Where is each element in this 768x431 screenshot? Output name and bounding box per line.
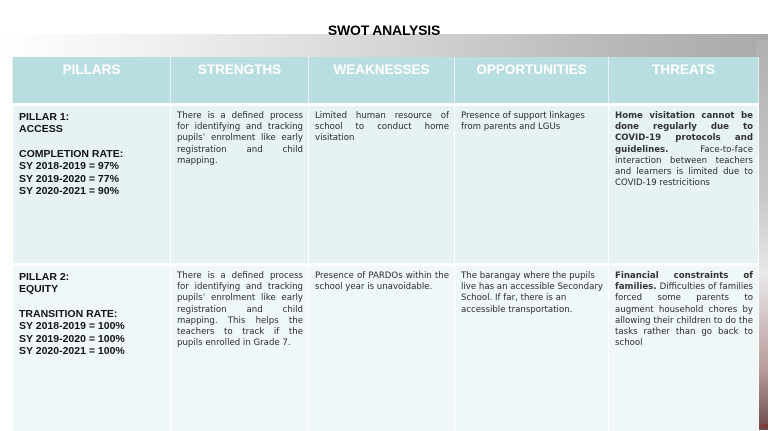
threat-headline: Home visitation cannot be done regularly due to COVID-19 protocols and guidelines. <box>615 111 753 155</box>
pillar-name: EQUITY <box>19 283 59 296</box>
header-strengths: STRENGTHS <box>171 57 309 105</box>
header-row <box>13 57 759 105</box>
strengths-cell: There is a defined process for identifying and tracking pupils’ enrolment like early registration and child mapping. This helps the teachers to track if the pupils enrolled in Grade 7. <box>171 265 309 431</box>
metric-value: SY 2018-2019 = 97% <box>19 160 119 173</box>
pillar-cell <box>13 265 171 431</box>
strengths-cell: There is a defined process for identifying and tracking pupils’ enrolment like early registration and child mapping. <box>171 105 309 265</box>
threat-headline: Financial constraints of families. <box>615 271 753 293</box>
opportunities-cell: The barangay where the pupils live has an accessible Secondary School. If far, there is an accessible transportation. <box>455 265 609 431</box>
threat-detail: Face-to-face interaction between teachers and learners is limited due to COVID-19 restricitions <box>615 144 753 189</box>
metric-value: SY 2020-2021 = 90% <box>19 185 119 198</box>
metric-value: SY 2019-2020 = 77% <box>19 172 119 185</box>
header-weaknesses: WEAKNESSES <box>309 57 455 105</box>
pillar-name: ACCESS <box>19 123 63 136</box>
pillar-number: PILLAR 1: <box>19 111 70 123</box>
metric-label: TRANSITION RATE: <box>19 307 118 320</box>
pillar-cell <box>13 105 171 265</box>
opportunities-cell: Presence of support linkages from parents and LGUs <box>455 105 609 265</box>
metric-label: COMPLETION RATE: <box>19 147 124 160</box>
metric-value: SY 2019-2020 = 100% <box>19 332 125 345</box>
threat-detail: Difficulties of families forced some parents to augment household chores by allowing their children to do the tasks rather than go back to school <box>615 282 753 349</box>
weaknesses-cell: Presence of PARDOs within the school year is unavoidable. <box>309 265 455 431</box>
header-threats: THREATS <box>609 57 759 105</box>
metric-value: SY 2020-2021 = 100% <box>19 345 125 358</box>
header-pillars: PILLARS <box>13 57 171 105</box>
threats-cell <box>609 105 759 265</box>
pillar-number: PILLAR 2: <box>19 271 70 283</box>
table-row-pillar-2 <box>13 265 759 431</box>
weaknesses-cell: Limited human resource of school to conduct home visitation <box>309 105 455 265</box>
table-row-pillar-1 <box>13 105 759 265</box>
swot-table <box>12 57 759 431</box>
threats-cell <box>609 265 759 431</box>
header-opportunities: OPPORTUNITIES <box>455 57 609 105</box>
metric-value: SY 2018-2019 = 100% <box>19 320 125 333</box>
page-title: SWOT ANALYSIS <box>327 22 441 38</box>
